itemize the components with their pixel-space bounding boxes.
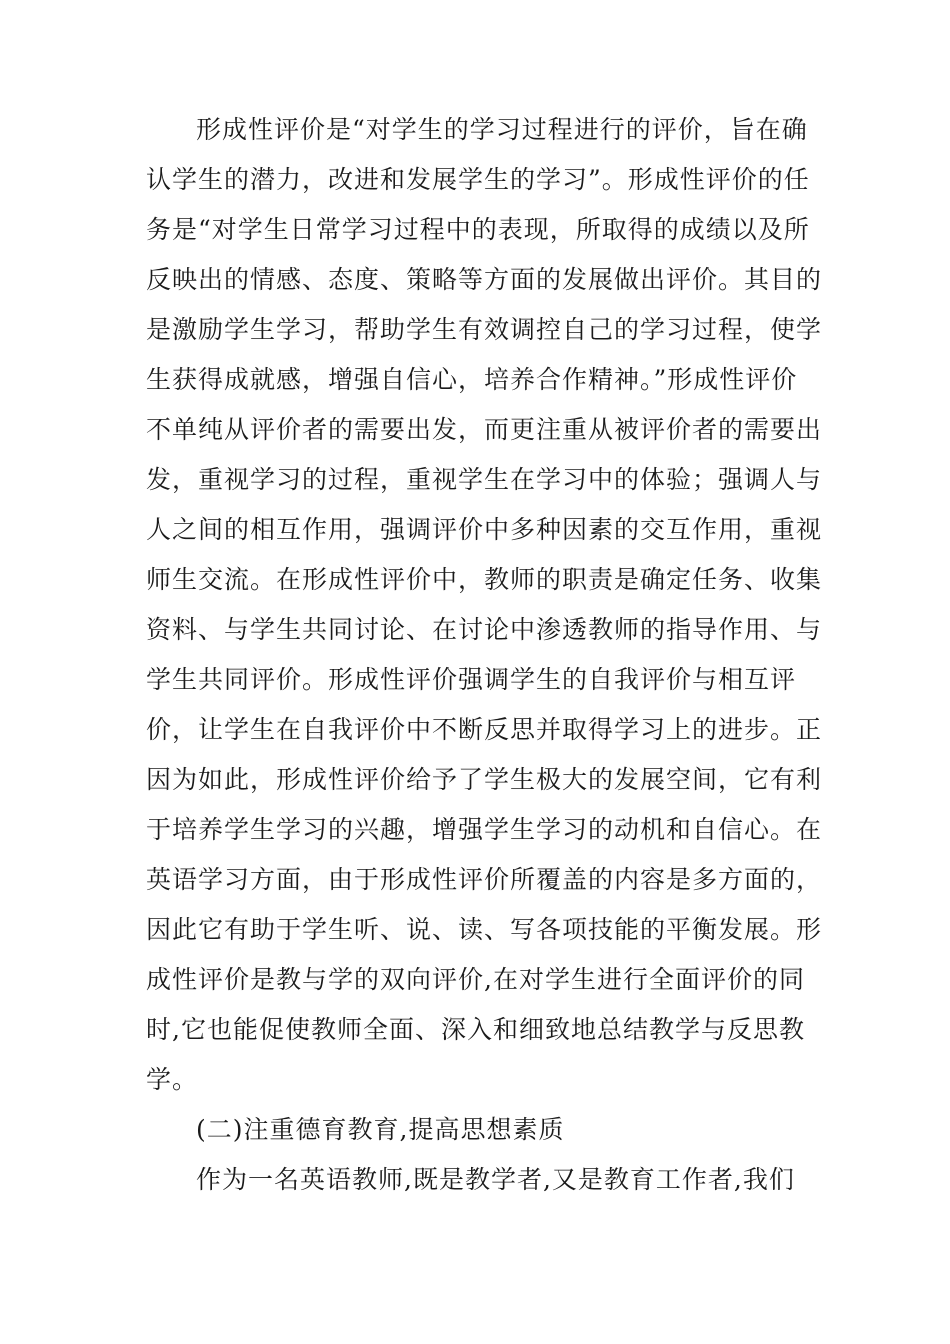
paragraph-line: 因为如此，形成性评价给予了学生极大的发展空间，它有利 (146, 765, 823, 794)
paragraph-line: 成性评价是教与学的双向评价,在对学生进行全面评价的同 (146, 965, 805, 994)
paragraph-line: 形成性评价是“对学生的学习过程进行的评价，旨在确 (196, 115, 808, 144)
paragraph-line: 价，让学生在自我评价中不断反思并取得学习上的进步。正 (146, 715, 823, 744)
paragraph-line: 英语学习方面，由于形成性评价所覆盖的内容是多方面的， (146, 865, 823, 894)
paragraph-line: 学生共同评价。形成性评价强调学生的自我评价与相互评 (146, 665, 797, 694)
paragraph-line: 是激励学生学习，帮助学生有效调控自己的学习过程，使学 (146, 315, 823, 344)
paragraph-line: 生获得成就感，增强自信心，培养合作精神。”形成性评价 (146, 365, 798, 394)
paragraph-line: 师生交流。在形成性评价中，教师的职责是确定任务、收集 (146, 565, 823, 594)
paragraph-line: 作为一名英语教师,既是教学者,又是教育工作者,我们 (196, 1165, 795, 1194)
paragraph-line: 不单纯从评价者的需要出发，而更注重从被评价者的需要出 (146, 415, 823, 444)
paragraph-line: 务是“对学生日常学习过程中的表现，所取得的成绩以及所 (146, 215, 810, 244)
paragraph-line: 于培养学生学习的兴趣，增强学生学习的动机和自信心。在 (146, 815, 823, 844)
section-heading: (二)注重德育教育,提高思想素质 (196, 1115, 565, 1144)
paragraph-line: 发，重视学习的过程，重视学生在学习中的体验；强调人与 (146, 465, 823, 494)
paragraph-line: 反映出的情感、态度、策略等方面的发展做出评价。其目的 (146, 265, 823, 294)
paragraph-line: 人之间的相互作用，强调评价中多种因素的交互作用，重视 (146, 515, 823, 544)
paragraph-line: 认学生的潜力，改进和发展学生的学习”。形成性评价的任 (146, 165, 810, 194)
paragraph-line: 资料、与学生共同讨论、在讨论中渗透教师的指导作用、与 (146, 615, 823, 644)
paragraph-line: 学。 (146, 1065, 199, 1094)
paragraph-line: 时,它也能促使教师全面、深入和细致地总结教学与反思教 (146, 1015, 805, 1044)
paragraph-line: 因此它有助于学生听、说、读、写各项技能的平衡发展。形 (146, 915, 823, 944)
